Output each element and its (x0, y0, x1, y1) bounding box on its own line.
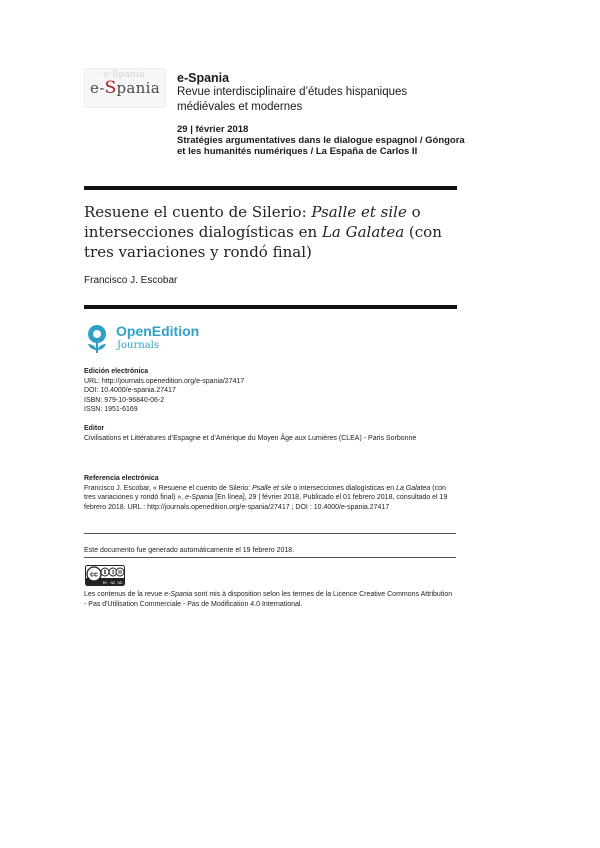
edition-url[interactable]: URL: http://journals.openedition.org/e-spania/27417 (84, 377, 245, 385)
journal-logo (84, 68, 166, 108)
openedition-name[interactable]: OpenEdition (116, 323, 200, 339)
middle-rule (84, 305, 457, 309)
issue-number: 29 | février 2018 (177, 124, 249, 135)
divider-top (84, 533, 456, 534)
journal-title: e-Spania (177, 71, 230, 85)
editor-heading: Editor (84, 425, 105, 432)
journal-logo-text: e-Spania (90, 78, 160, 98)
journal-subtitle: Revue interdisciplinaire d’études hispaniques médiévales et modernes (177, 86, 408, 113)
creative-commons-by-nc-nd-icon[interactable] (85, 565, 125, 586)
editor-block (84, 424, 456, 443)
license-text: Les contenus de la revue e-Spania sont mis à disposition selon les termes de la Licence Creative Commons Attribution - Pas d'Utilisation Commerciale - Pas de Modification 4.0 International. (84, 591, 453, 608)
reference-block (84, 474, 456, 512)
top-rule (84, 186, 457, 190)
edition-issn: ISSN: 1951-6169 (84, 406, 138, 413)
reference-heading: Referencia electrónica (84, 475, 159, 482)
cc-label-nc: NC (110, 581, 116, 585)
edition-doi[interactable]: DOI: 10.4000/e-spania.27417 (84, 387, 176, 394)
openedition-subtitle: Journals (117, 340, 159, 351)
divider-bottom (84, 557, 456, 558)
svg-text:$: $ (111, 570, 115, 576)
article-title: Resuene el cuento de Silerio: Psalle et sile o intersecciones dialogísticas en La Galatea (con tres variaciones y rondó final) (84, 203, 442, 261)
reference-text: Francisco J. Escobar, « Resuene el cuento de Silerio: Psalle et sile o intersecciones dialogísticas en La Galatea (con tres variaciones y rondó final) », e-Spania [En línea], 29 | février 2018, Publicado el 01 febrero 2018, consultado el 19 febrero 2018. URL : http://journals.openedition.org/e-spania/27417 ; DOI : 10.4000/e-spania.27417 (84, 484, 448, 511)
cc-label-by: BY (102, 581, 108, 585)
electronic-edition-block (84, 367, 456, 415)
edition-isbn: ISBN: 979-10-96840-06-2 (84, 396, 165, 404)
cc-label-nd: ND (117, 581, 123, 585)
journal-logo-watermark: e-Spania (103, 70, 146, 80)
generated-note: Este documento fue generado automáticamente el 19 febrero 2018. (84, 547, 295, 554)
openedition-flower-icon (86, 324, 108, 354)
issue-title: Stratégies argumentatives dans le dialogue espagnol / Góngora et les humanités numériques / La España de Carlos II (177, 135, 465, 157)
svg-text:cc: cc (90, 571, 98, 579)
article-author: Francisco J. Escobar (84, 275, 178, 286)
electronic-edition-heading: Edición electrónica (84, 368, 149, 375)
editor-text: Civilisations et Littératures d’Espagne et d’Amérique du Moyen Âge aux Lumières (CLEA) - Paris Sorbonne (84, 434, 417, 442)
